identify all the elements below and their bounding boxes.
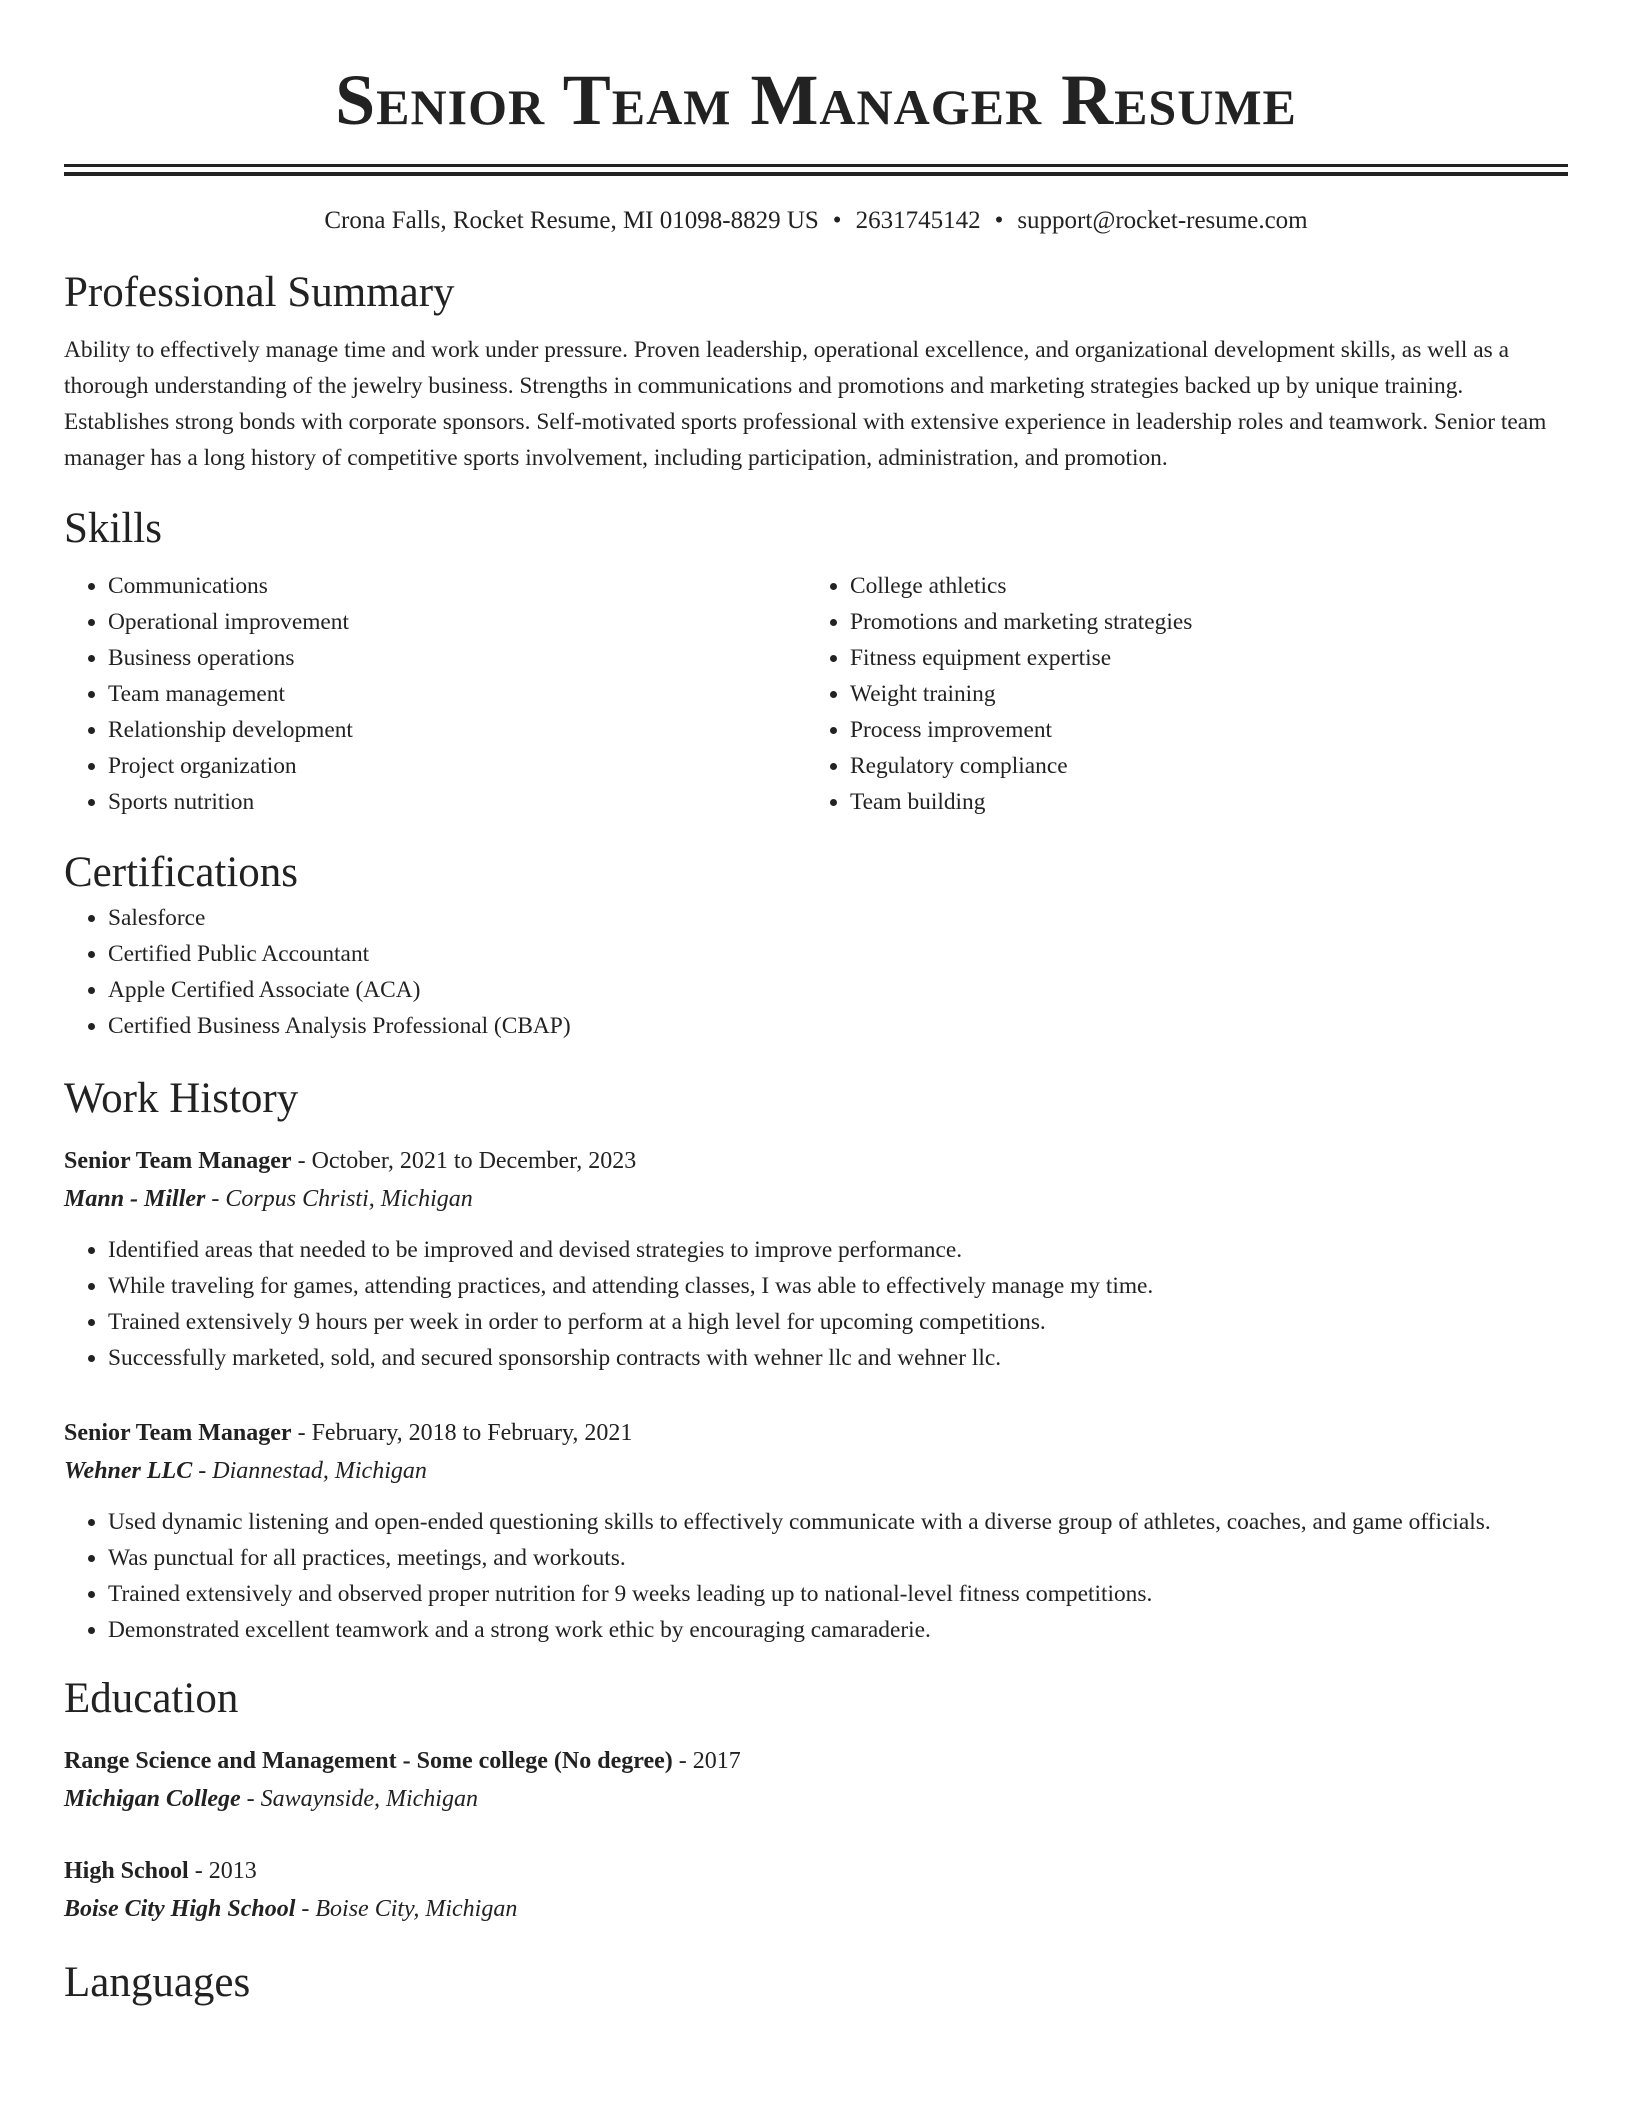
job-bullets [64,1504,1568,1648]
skill-item: • Process improvement [850,712,1548,748]
resume-page [64,0,1568,2010]
education-school-line: Boise City High School - Boise City, Michigan [64,1896,518,1922]
job-bullet: • While traveling for games, attending practices, and attending classes, I was able to effectively manage my time. [108,1268,1568,1304]
job-company-line: Wehner LLC - Diannestad, Michigan [64,1458,427,1484]
job-company: Mann - Miller [64,1186,206,1212]
job-bullet: • Used dynamic listening and open-ended questioning skills to effectively communicate with a diverse group of athletes, coaches, and game officials. [108,1504,1568,1540]
certifications-heading: Certifications [64,849,299,896]
job-dates: October, 2021 to December, 2023 [311,1148,637,1174]
job-location: Corpus Christi, Michigan [225,1186,473,1212]
certification-item: • Salesforce [108,900,1568,936]
education-heading: Education [64,1675,239,1722]
job-company-line: Mann - Miller - Corpus Christi, Michigan [64,1186,473,1212]
title-divider-thin [64,172,1568,176]
education-entry [64,1742,1568,1818]
skill-item: • Relationship development [108,712,806,748]
job-bullet: • Trained extensively 9 hours per week in order to perform at a high level for upcoming competitions. [108,1304,1568,1340]
skill-item: • Fitness equipment expertise [850,640,1548,676]
education-year: 2013 [208,1858,257,1884]
skill-item: • Team building [850,784,1548,820]
job-title-line: Senior Team Manager - February, 2018 to February, 2021 [64,1420,633,1446]
certification-item: • Certified Public Accountant [108,936,1568,972]
job-location: Diannestad, Michigan [212,1458,427,1484]
skills-columns [64,568,1568,820]
skill-item: • Communications [108,568,806,604]
contact-separator: • [994,207,1004,234]
title-divider-thick [64,164,1568,167]
skills-column-left [64,568,806,820]
job-bullet: • Demonstrated excellent teamwork and a strong work ethic by encouraging camaraderie. [108,1612,1568,1648]
skill-item: • Weight training [850,676,1548,712]
job-title: Senior Team Manager [64,1420,292,1446]
job-bullet: • Identified areas that needed to be improved and devised strategies to improve performance. [108,1232,1568,1268]
education-degree-line: Range Science and Management - Some college (No degree) - 2017 [64,1748,741,1774]
skill-item: • Business operations [108,640,806,676]
education-school: Boise City High School [64,1896,296,1922]
languages-heading: Languages [64,1959,251,2006]
job-company: Wehner LLC [64,1458,193,1484]
job-dates: February, 2018 to February, 2021 [311,1420,633,1446]
education-location: Boise City, Michigan [315,1896,518,1922]
contact-line [64,204,1568,238]
certification-item: • Apple Certified Associate (ACA) [108,972,1568,1008]
contact-separator: • [832,207,842,234]
education-school: Michigan College [64,1786,241,1812]
skill-item: • Promotions and marketing strategies [850,604,1548,640]
certification-item: • Certified Business Analysis Professional (CBAP) [108,1008,1568,1044]
work-history-heading: Work History [64,1075,299,1122]
job-entry [64,1142,1568,1376]
education-degree-line: High School - 2013 [64,1858,257,1884]
contact-address: Crona Falls, Rocket Resume, MI 01098-8829 US [324,207,819,234]
job-title: Senior Team Manager [64,1148,292,1174]
education-year: 2017 [692,1748,741,1774]
education-degree: High School [64,1858,189,1884]
skill-item: • Team management [108,676,806,712]
resume-title: Senior Team Manager Resume [335,60,1297,140]
job-bullet: • Successfully marketed, sold, and secured sponsorship contracts with wehner llc and wehner llc. [108,1340,1568,1376]
education-entry [64,1852,1568,1928]
job-bullet: • Trained extensively and observed proper nutrition for 9 weeks leading up to national-level fitness competitions. [108,1576,1568,1612]
skills-column-right [806,568,1548,820]
education-location: Sawaynside, Michigan [260,1786,478,1812]
job-bullet: • Was punctual for all practices, meetings, and workouts. [108,1540,1568,1576]
summary-heading: Professional Summary [64,269,455,316]
contact-phone: 2631745142 [855,207,981,234]
skill-item: • Regulatory compliance [850,748,1548,784]
skill-item: • Project organization [108,748,806,784]
certifications-list [64,900,1568,1044]
job-title-line: Senior Team Manager - October, 2021 to December, 2023 [64,1148,637,1174]
job-bullets [64,1232,1568,1376]
contact-email: support@rocket-resume.com [1017,207,1308,234]
education-school-line: Michigan College - Sawaynside, Michigan [64,1786,478,1812]
skills-list-right [806,568,1548,820]
skill-item: • Sports nutrition [108,784,806,820]
skill-item: • Operational improvement [108,604,806,640]
job-entry [64,1414,1568,1648]
education-degree: Range Science and Management - Some college (No degree) [64,1748,673,1774]
summary-text: Ability to effectively manage time and work under pressure. Proven leadership, operational excellence, and organizational development skills, as well as a thorough understanding of the jewelry business. Strengths in communications and promotions and marketing strategies backed up by unique training. Establishes strong bonds with corporate sponsors. Self-motivated sports professional with extensive experience in leadership roles and teamwork. Senior team manager has a long history of competitive sports involvement, including participation, administration, and promotion. [64,337,1547,471]
skill-item: • College athletics [850,568,1548,604]
skills-heading: Skills [64,505,162,552]
skills-list-left [64,568,806,820]
